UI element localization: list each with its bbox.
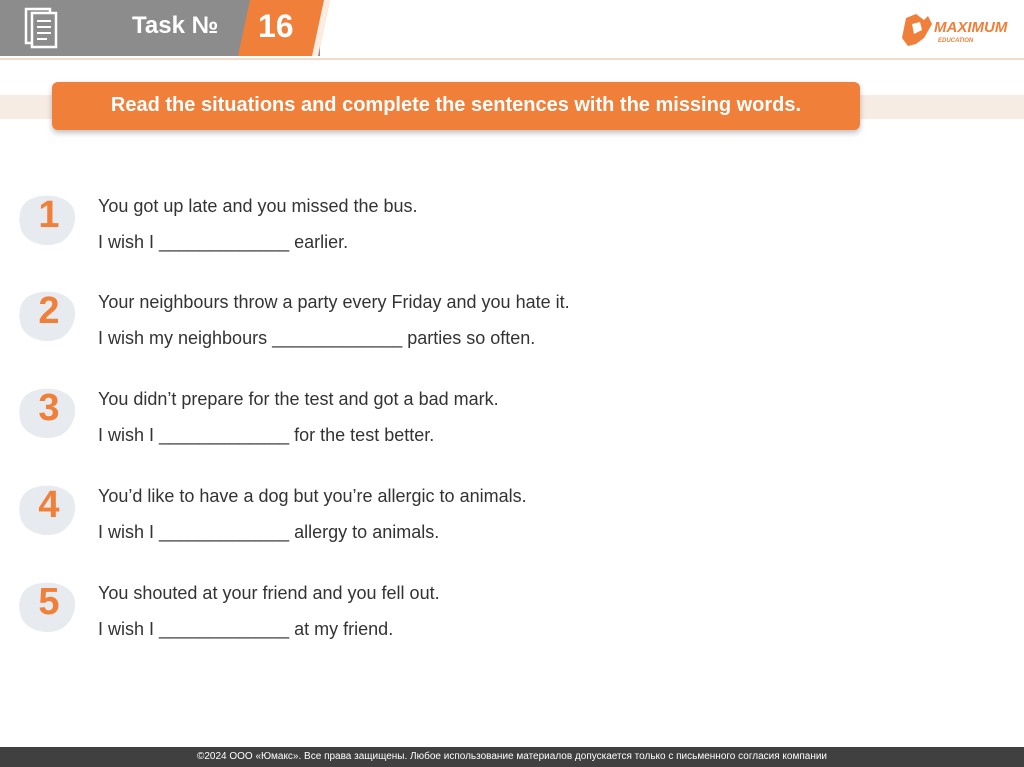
instruction-text: Read the situations and complete the sentences with the missing words. <box>110 94 802 116</box>
task-number: 16 <box>258 8 294 44</box>
maximum-logo <box>894 8 1018 52</box>
task-label: Task № <box>132 12 219 39</box>
item-number: 5 <box>38 581 60 623</box>
sentence-text: I wish I _____________ allergy to animals. <box>98 522 440 542</box>
sentence-text: I wish I _____________ for the test better. <box>98 425 435 445</box>
copyright-text: ©2024 ООО «Юмакс». Все права защищены. Любое использование материалов допускается только с письменного согласия компании <box>196 751 828 762</box>
exercise-item <box>0 486 1024 566</box>
sentence-text: I wish my neighbours _____________ parties so often. <box>98 328 536 348</box>
sentence-text: I wish I _____________ at my friend. <box>98 619 394 639</box>
exercise-item <box>0 583 1024 663</box>
item-number: 1 <box>38 194 60 236</box>
situation-text: You got up late and you missed the bus. <box>98 196 418 216</box>
header <box>0 0 1024 62</box>
footer <box>0 747 1024 767</box>
item-number: 3 <box>38 387 60 429</box>
situation-text: You shouted at your friend and you fell out. <box>98 583 440 603</box>
exercise-item <box>0 292 1024 372</box>
situation-text: Your neighbours throw a party every Friday and you hate it. <box>98 292 570 312</box>
item-number: 2 <box>38 290 60 332</box>
situation-text: You didn’t prepare for the test and got a bad mark. <box>98 389 499 409</box>
logo-subtitle: EDUCATION <box>938 38 974 44</box>
item-number: 4 <box>38 484 60 526</box>
sentence-text: I wish I _____________ earlier. <box>98 232 349 252</box>
situation-text: You’d like to have a dog but you’re allergic to animals. <box>98 486 527 506</box>
document-icon <box>22 5 62 49</box>
logo-name: MAXIMUM <box>934 19 1008 36</box>
header-divider <box>0 58 1024 60</box>
exercise-item <box>0 389 1024 469</box>
exercise-item <box>0 196 1024 276</box>
instruction-banner <box>52 82 860 130</box>
